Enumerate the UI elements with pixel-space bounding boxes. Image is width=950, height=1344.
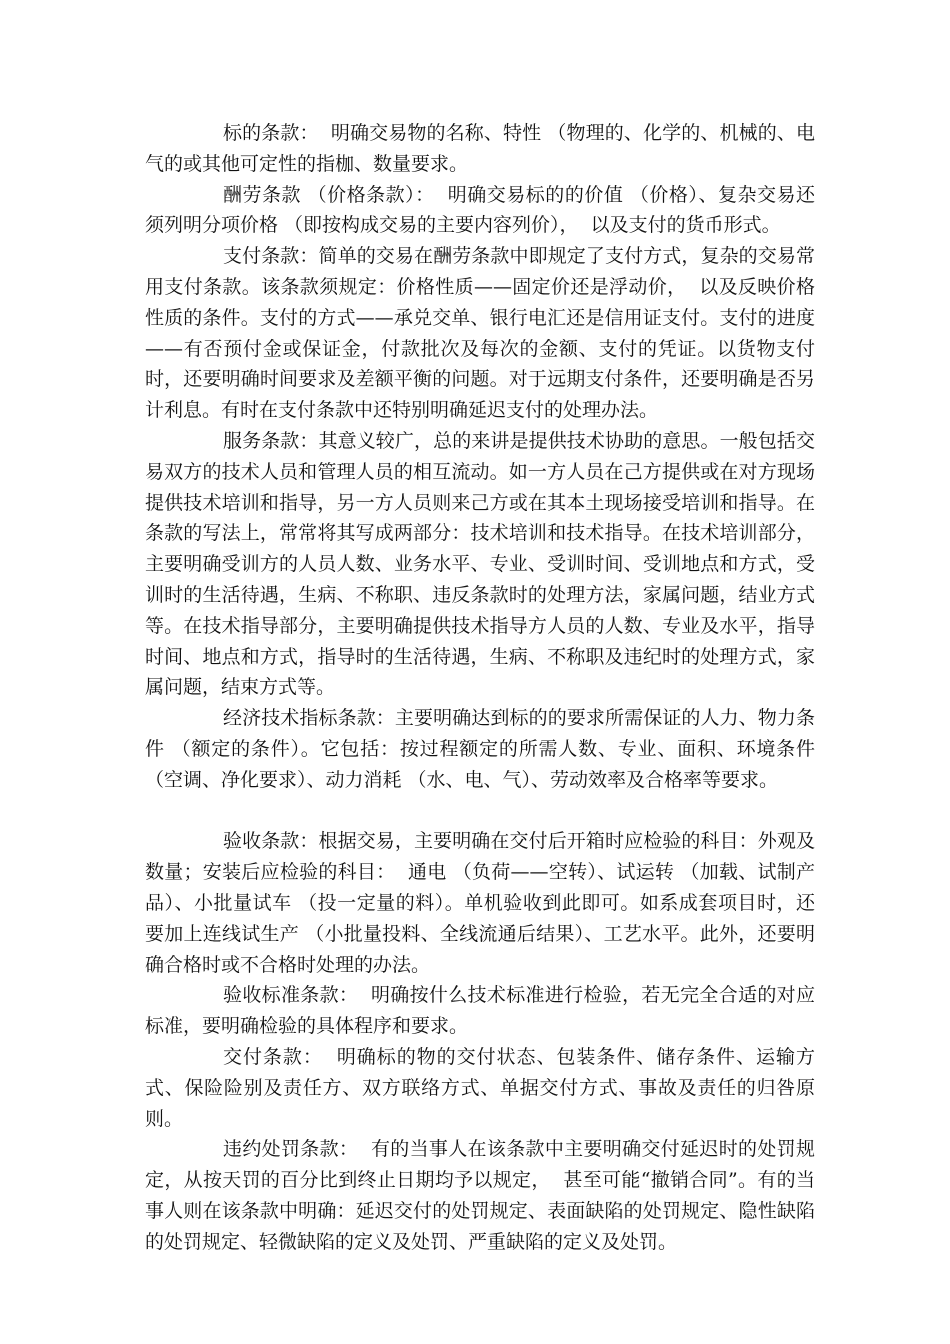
paragraph-acceptance-standard-clause: 验收标准条款： 明确按什么技术标准进行检验，若无完全合适的对应标准，要明确检验的具体程序和要求。	[145, 984, 815, 1038]
paragraph-delivery-clause: 交付条款： 明确标的物的交付状态、包装条件、储存条件、运输方式、保险险别及责任方、双方联络方式、单据交付方式、事故及责任的归咎原则。	[145, 1045, 815, 1130]
paragraph-service-clause: 服务条款：其意义较广，总的来讲是提供技术协助的意思。一般包括交易双方的技术人员和管理人员的相互流动。如一方人员在己方提供或在对方现场提供技术培训和指导，另一方人员则来己方或在其本土现场接受培训和指导。在条款的写法上，常常将其写成两部分：技术培训和技术指导。在技术培训部分，主要明确受训方的人员人数、业务水平、专业、受训时间、受训地点和方式，受训时的生活待遇，生病、不称职、违反条款时的处理方法，家属问题，结业方式等。在技术指导部分，主要明确提供技术指导方人员的人数、专业及水平，指导时间、地点和方式，指导时的生活待遇，生病、不称职及违纪时的处理方式，家属问题，结束方式等。	[145, 429, 815, 699]
paragraph-technical-indicator-clause: 经济技术指标条款：主要明确达到标的的要求所需保证的人力、物力条件 （额定的条件）。它包括：按过程额定的所需人数、专业、面积、环境条件 （空调、净化要求）、动力消耗 （水、电、气）、劳动效率及合格率等要求。	[145, 707, 822, 791]
document-body	[145, 118, 822, 1257]
paragraph-remuneration-clause: 酬劳条款 （价格条款）： 明确交易标的的价值 （价格）、复杂交易还须列明分项价格 （即按构成交易的主要内容列价）， 以及支付的货币形式。	[145, 183, 815, 237]
paragraph-spacer	[145, 796, 815, 827]
paragraph-penalty-clause: 违约处罚条款： 有的当事人在该条款中主要明确交付延迟时的处罚规定，从按天罚的百分比到终止日期均予以规定， 甚至可能“撤销合同”。有的当事人则在该条款中明确：延迟交付的处罚规定、表面缺陷的处罚规定、隐性缺陷的处罚规定、轻微缺陷的定义及处罚、严重缺陷的定义及处罚。	[145, 1138, 815, 1253]
paragraph-acceptance-clause: 验收条款：根据交易，主要明确在交付后开箱时应检验的科目：外观及数量；安装后应检验的科目： 通电 （负荷——空转）、试运转 （加载、试制产品）、小批量试车 （投一定量的料）。单机验收到此即可。如系成套项目时，还要加上连线试生产 （小批量投料、全线流通后结果）、工艺水平。此外，还要明确合格时或不合格时处理的办法。	[145, 830, 815, 976]
paragraph-payment-clause: 支付条款：简单的交易在酬劳条款中即规定了支付方式，复杂的交易常用支付条款。该条款须规定：价格性质——固定价还是浮动价， 以及反映价格性质的条件。支付的方式——承兑交单、银行电汇还是信用证支付。支付的进度——有否预付金或保证金，付款批次及每次的金额、支付的凭证。以货物支付时，还要明确时间要求及差额平衡的问题。对于远期支付条件，还要明确是否另计利息。有时在支付条款中还特别明确延迟支付的处理办法。	[145, 245, 815, 422]
paragraph-subject-clause: 标的条款： 明确交易物的名称、特性 （物理的、化学的、机械的、电气的或其他可定性的指枷、数量要求。	[145, 122, 815, 175]
